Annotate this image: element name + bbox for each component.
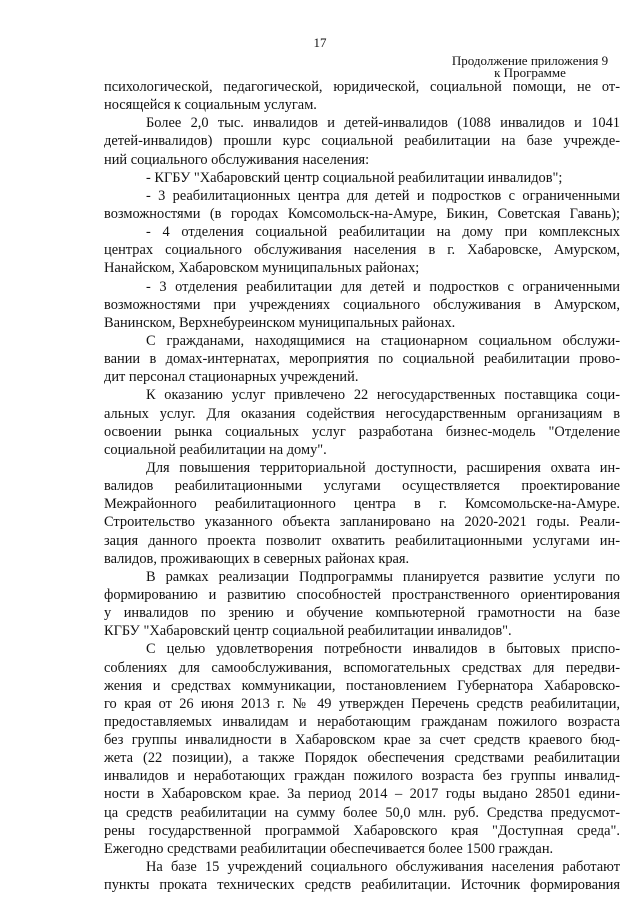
page-number: 17 <box>313 35 327 50</box>
text-line: освоении рынка социальных услуг разработана бизнес-модель "Отделение <box>104 423 620 440</box>
paragraph-first-line: К оказанию услуг привлечено 22 негосударственных поставщика соци- <box>146 387 620 404</box>
paragraph-first-line: Для повышения территориальной доступности, расширения охвата ин- <box>146 459 620 476</box>
text-line: вании в домах-интернатах, мероприятия по социальной реабилитации прово- <box>104 351 620 368</box>
text-line: центрах социального обслуживания населения в г. Хабаровске, Амурском, <box>104 242 620 259</box>
text-line: психологической, педагогической, юридической, социальной помощи, не от- <box>104 79 620 95</box>
text-line: без группы инвалидности в Хабаровском крае за счет средств краевого бюд- <box>104 732 620 749</box>
text-line: жения и средствах коммуникации, постановлением Губернатора Хабаровско- <box>104 677 620 694</box>
text-line: ний социального обслуживания населения: <box>104 151 370 168</box>
text-line: соблениях для самообслуживания, вспомогательных средствах для передви- <box>104 659 620 676</box>
paragraph-first-line: Более 2,0 тыс. инвалидов и детей-инвалидов (1088 инвалидов и 1041 <box>146 115 620 132</box>
text-line: инвалидов и неработающих граждан пожилого возраста без группы инвалид- <box>104 768 620 785</box>
text-line: зация данного проекта позволит охватить реабилитационными услугами ин- <box>104 532 620 549</box>
text-line: рены государственной программой Хабаровского края "Доступная среда". <box>104 822 620 839</box>
text-line: Ежегодно средствами реабилитации обеспечивается более 1500 граждан. <box>104 840 554 857</box>
text-line: валидов, проживающих в северных районах края. <box>104 550 410 567</box>
text-line: Ванинском, Верхнебуреинском муниципальных районах. <box>104 314 456 331</box>
text-line: жета (22 позиции), а также Порядок обеспечения средствами реабилитации <box>104 750 620 767</box>
text-line: пункты проката технических средств реабилитации. Источник формирования <box>104 877 620 894</box>
paragraph-first-line: - 3 отделения реабилитации для детей и подростков с ограниченными <box>146 278 620 295</box>
text-line: Нанайском, Хабаровском муниципальных районах; <box>104 260 420 277</box>
text-line: ца средств реабилитации на сумму более 50,0 млн. руб. Средства предусмот- <box>104 804 620 821</box>
text-line: Строительство указанного объекта запланировано на 2020-2021 годы. Реали- <box>104 514 620 531</box>
text-line: Межрайонного реабилитационного центра в г. Комсомольске-на-Амуре. <box>104 496 620 513</box>
text-line: социальной реабилитации на дому". <box>104 441 327 458</box>
text-line: дит персонал стационарных учреждений. <box>104 369 359 386</box>
text-line: детей-инвалидов) прошли курс социальной реабилитации на базе учрежде- <box>104 133 620 150</box>
appendix-header-line: к Программе <box>494 65 566 80</box>
appendix-header-line: Продолжение приложения 9 <box>451 53 609 68</box>
text-line: КГБУ "Хабаровский центр социальной реабилитации инвалидов". <box>104 623 512 640</box>
text-line: формированию и развитию способностей пространственного ориентирования <box>104 586 620 603</box>
text-line: го края от 26 июня 2013 г. № 49 утвержден Перечень средств реабилитации, <box>104 695 620 712</box>
text-line: валидов реабилитационными услугами осуществляется проектирование <box>104 478 620 495</box>
paragraph-first-line: - КГБУ "Хабаровский центр социальной реабилитации инвалидов"; <box>146 169 563 186</box>
paragraph-first-line: С целью удовлетворения потребности инвалидов в бытовых приспо- <box>146 641 620 658</box>
text-line: ности в Хабаровском крае. За период 2014 – 2017 годы выдано 28501 едини- <box>104 786 620 803</box>
text-line: носящейся к социальным услугам. <box>104 97 317 114</box>
appendix-header <box>440 55 620 79</box>
paragraph-first-line: С гражданами, находящимися на стационарном социальном обслужи- <box>146 332 620 349</box>
paragraph-first-line: - 3 реабилитационных центра для детей и подростков с ограниченными <box>146 187 620 204</box>
text-line: альных услуг. Для оказания содействия негосударственным организациям в <box>104 405 620 422</box>
paragraph-first-line: - 4 отделения социальной реабилитации на дому при комплексных <box>146 224 620 241</box>
body-text <box>104 78 620 894</box>
text-line: возможностями (в городах Комсомольск-на-Амуре, Бикин, Советская Гавань); <box>104 205 620 222</box>
paragraph-first-line: В рамках реализации Подпрограммы планируется развитие услуги по <box>146 568 620 585</box>
paragraph-first-line: На базе 15 учреждений социального обслуживания населения работают <box>146 859 620 876</box>
text-line: у инвалидов по зрению и обучение компьютерной грамотности на базе <box>104 605 620 622</box>
text-line: возможностями при учреждениях социального обслуживания в Амурском, <box>104 296 620 313</box>
text-line: предоставляемых инвалидам и неработающим гражданам пожилого возраста <box>104 713 620 730</box>
